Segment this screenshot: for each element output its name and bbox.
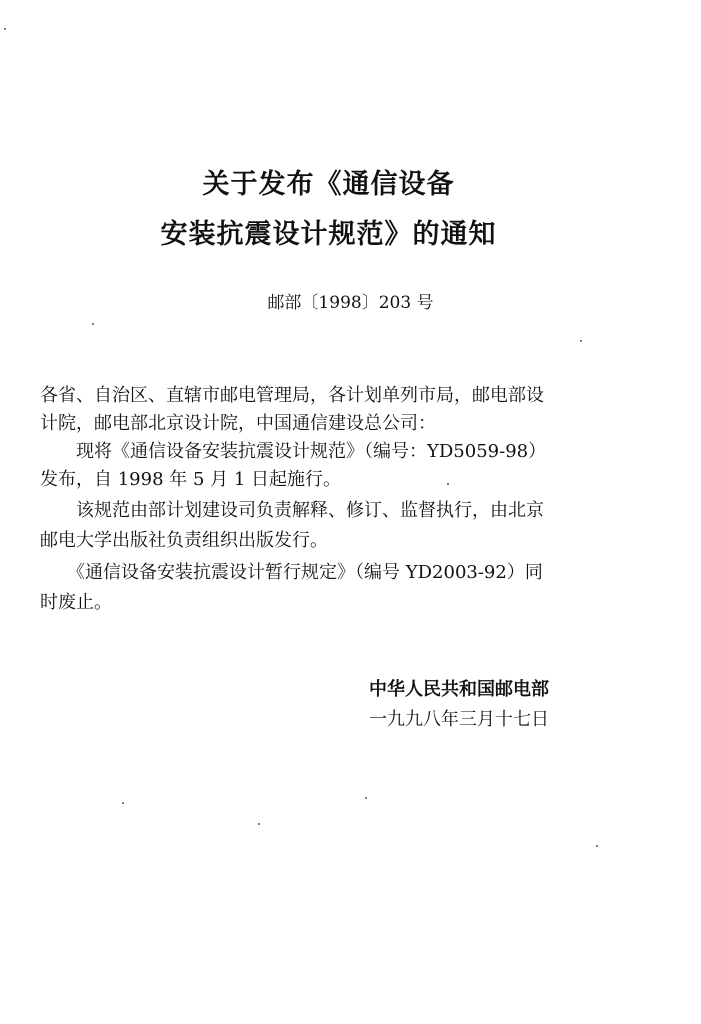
scan-speck (447, 483, 449, 485)
scan-speck (122, 802, 124, 804)
body-line: 时废止。 (40, 592, 112, 613)
body-line: 该规范由部计划建设司负责解释、修订、监督执行，由北京 (40, 500, 544, 521)
scan-speck (580, 340, 582, 342)
body-line: 《通信设备安装抗震设计暂行规定》（编号 YD2003-92）同 (40, 562, 543, 583)
body-line: 现将《通信设备安装抗震设计规范》（编号：YD5059-98） (40, 441, 547, 462)
notice-title-line-2: 安装抗震设计规范》的通知 (160, 219, 497, 250)
body-line: 各省、自治区、直辖市邮电管理局，各计划单列市局，邮电部设 (40, 385, 544, 406)
body-line: 邮电大学出版社负责组织出版发行。 (40, 530, 328, 551)
scan-speck (92, 323, 94, 325)
signature-date: 一九九八年三月十七日 (369, 709, 549, 730)
scan-speck (596, 845, 598, 847)
body-line: 计院，邮电部北京设计院，中国通信建设总公司： (40, 413, 436, 434)
signature-organization: 中华人民共和国邮电部 (369, 679, 549, 700)
scan-speck (365, 797, 367, 799)
document-number: 邮部〔1998〕203 号 (267, 293, 434, 313)
scan-speck (4, 28, 6, 30)
scan-speck (258, 823, 260, 825)
body-line: 发布，自 1998 年 5 月 1 日起施行。 (40, 469, 342, 490)
notice-title-line-1: 关于发布《通信设备 (202, 169, 455, 200)
